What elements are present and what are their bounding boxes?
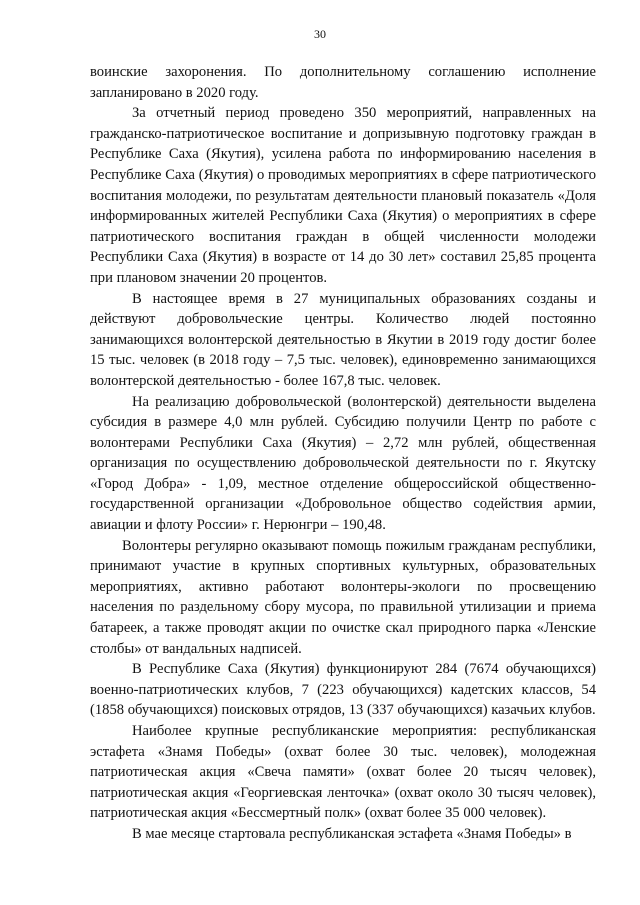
- paragraph-victory-banner: В мае месяце стартовала республиканская эстафета «Знамя Победы» в: [132, 825, 572, 842]
- paragraph-patriotic-events: За отчетный период проведено 350 мероприятий, направленных на гражданско-патриотическое воспитание и допризывную подготовку граждан в Республике Саха (Якутия), усилена работа по информированию населения в Республике Саха (Якутия) о проводимых мероприятиях в сфере патриотического воспитания молодежи, по результатам деятельности плановый показатель «Доля информированных жителей Республики Саха (Якутия) о мероприятиях в сфере патриотического воспитания граждан в общей численности молодежи Республики Саха (Якутия) в возрасте от 14 до 30 лет» составил 25,85 процента при плановом значении 20 процентов.: [90, 105, 596, 286]
- paragraph-volunteer-activities: Волонтеры регулярно оказывают помощь пожилым гражданам республики, принимают участие в крупных спортивных культурных, образовательных мероприятиях, активно работают волонтеры-экологи по просвещению населения по раздельному сбору мусора, по правильной утилизации и приема батареек, а также проводят акции по очистке скал природного парка «Ленские столбы» от вандальных надписей.: [90, 537, 596, 657]
- paragraph-major-events: Наиболее крупные республиканские мероприятия: республиканская эстафета «Знамя Победы» (охват более 30 тыс. человек), молодежная патриотическая акция «Свеча памяти» (охват более 20 тысяч человек), патриотическая акция «Георгиевская ленточка» (охват около 30 тысяч человек), патриотическая акция «Бессмертный полк» (охват более 35 000 человек).: [90, 723, 596, 822]
- paragraph-volunteer-centers: В настоящее время в 27 муниципальных образованиях созданы и действуют добровольческие центры. Количество людей постоянно занимающихся волонтерской деятельностью в Якутии в 2019 году достиг более 15 тыс. человек (в 2018 году – 7,5 тыс. человек), единовременно занимающихся волонтерской деятельностью - более 167,8 тыс. человек.: [90, 290, 596, 389]
- paragraph-subsidy: На реализацию добровольческой (волонтерской) деятельности выделена субсидия в размере 4,0 млн рублей. Субсидию получили Центр по работе с волонтерами Республики Саха (Якутия) – 2,72 млн рублей, общественная организация по осуществлению добровольческой деятельности по г. Якутску «Город Добра» - 1,09, местное отделение общероссийской общественно-государственной организации «Добровольное общество содействия армии, авиации и флоту России» г. Нерюнгри – 190,48.: [90, 393, 596, 534]
- document-body: [90, 62, 596, 845]
- page-number: 30: [314, 27, 326, 41]
- paragraph-clubs: В Республике Саха (Якутия) функционируют 284 (7674 обучающихся) военно-патриотических клубов, 7 (223 обучающихся) кадетских классов, 54 (1858 обучающихся) поисковых отрядов, 13 (337 обучающихся) казачьих клубов.: [90, 661, 596, 719]
- paragraph-burials: воинские захоронения. По дополнительному соглашению исполнение запланировано в 2020 году.: [90, 64, 596, 101]
